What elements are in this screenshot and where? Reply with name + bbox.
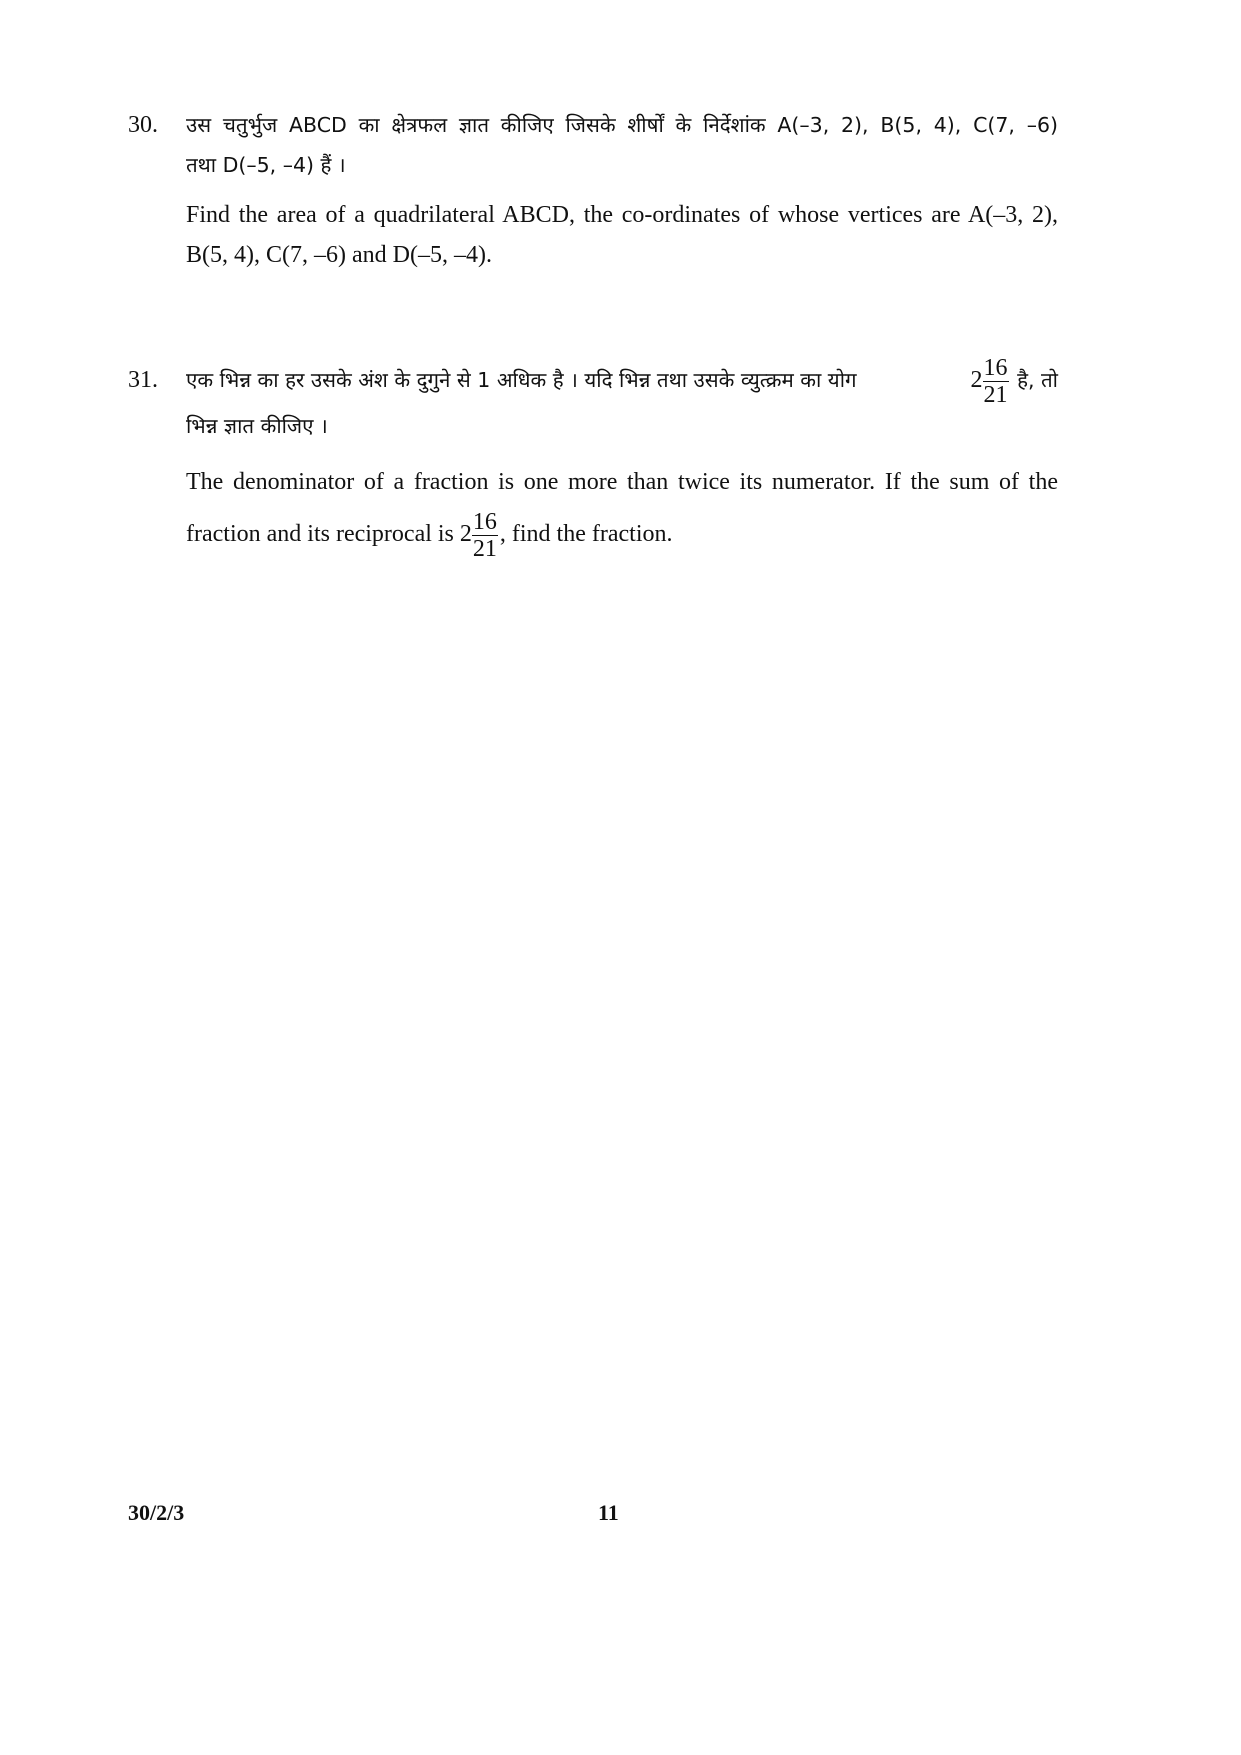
fraction-numerator: 16 <box>983 354 1008 381</box>
english-line: B(5, 4), C(7, –6) and D(–5, –4). <box>186 242 492 268</box>
fraction <box>983 355 1009 408</box>
mixed-number <box>971 348 1058 412</box>
hindi-line: उस चतुर्भुज ABCD का क्षेत्रफल ज्ञात कीजिए जिसके शीर्षों के निर्देशांक A(–3, 2), B(5, 4), C(7, –6) <box>186 113 1058 137</box>
paper-code: 30/2/3 <box>128 1500 185 1525</box>
english-line: The denominator of a fraction is one more than twice its numerator. If the sum of the <box>186 469 1058 495</box>
english-line-text: , find the fraction. <box>499 521 673 547</box>
fraction-numerator: 16 <box>472 508 497 535</box>
fraction-denominator: 21 <box>983 381 1008 408</box>
english-line: Find the area of a quadrilateral ABCD, the co-ordinates of whose vertices are A(–3, 2), <box>186 202 1058 228</box>
page-number: 11 <box>598 1500 619 1525</box>
question-body <box>186 348 1058 566</box>
question-number: 31. <box>128 367 158 393</box>
english-text <box>186 195 1058 275</box>
hindi-line: भिन्न ज्ञात कीजिए । <box>186 414 328 438</box>
fraction <box>472 509 498 562</box>
mixed-number-whole: 2 <box>459 521 472 547</box>
english-line <box>186 502 1058 566</box>
english-text <box>186 462 1058 566</box>
mixed-number-whole: 2 <box>970 367 983 393</box>
hindi-text <box>186 105 1058 185</box>
question-body <box>186 105 1058 275</box>
hindi-line: तथा D(–5, –4) हैं । <box>186 153 346 177</box>
hindi-text <box>186 348 1058 446</box>
question-number: 30. <box>128 112 158 138</box>
hindi-line-text: एक भिन्न का हर उसके अंश के दुगुने से 1 अधिक है । यदि भिन्न तथा उसके व्युत्क्रम का योग <box>186 368 857 392</box>
hindi-line-text: है, तो <box>1017 368 1058 392</box>
fraction-denominator: 21 <box>472 535 497 562</box>
hindi-line <box>186 348 1058 412</box>
english-line-text: fraction and its reciprocal is <box>186 521 454 547</box>
